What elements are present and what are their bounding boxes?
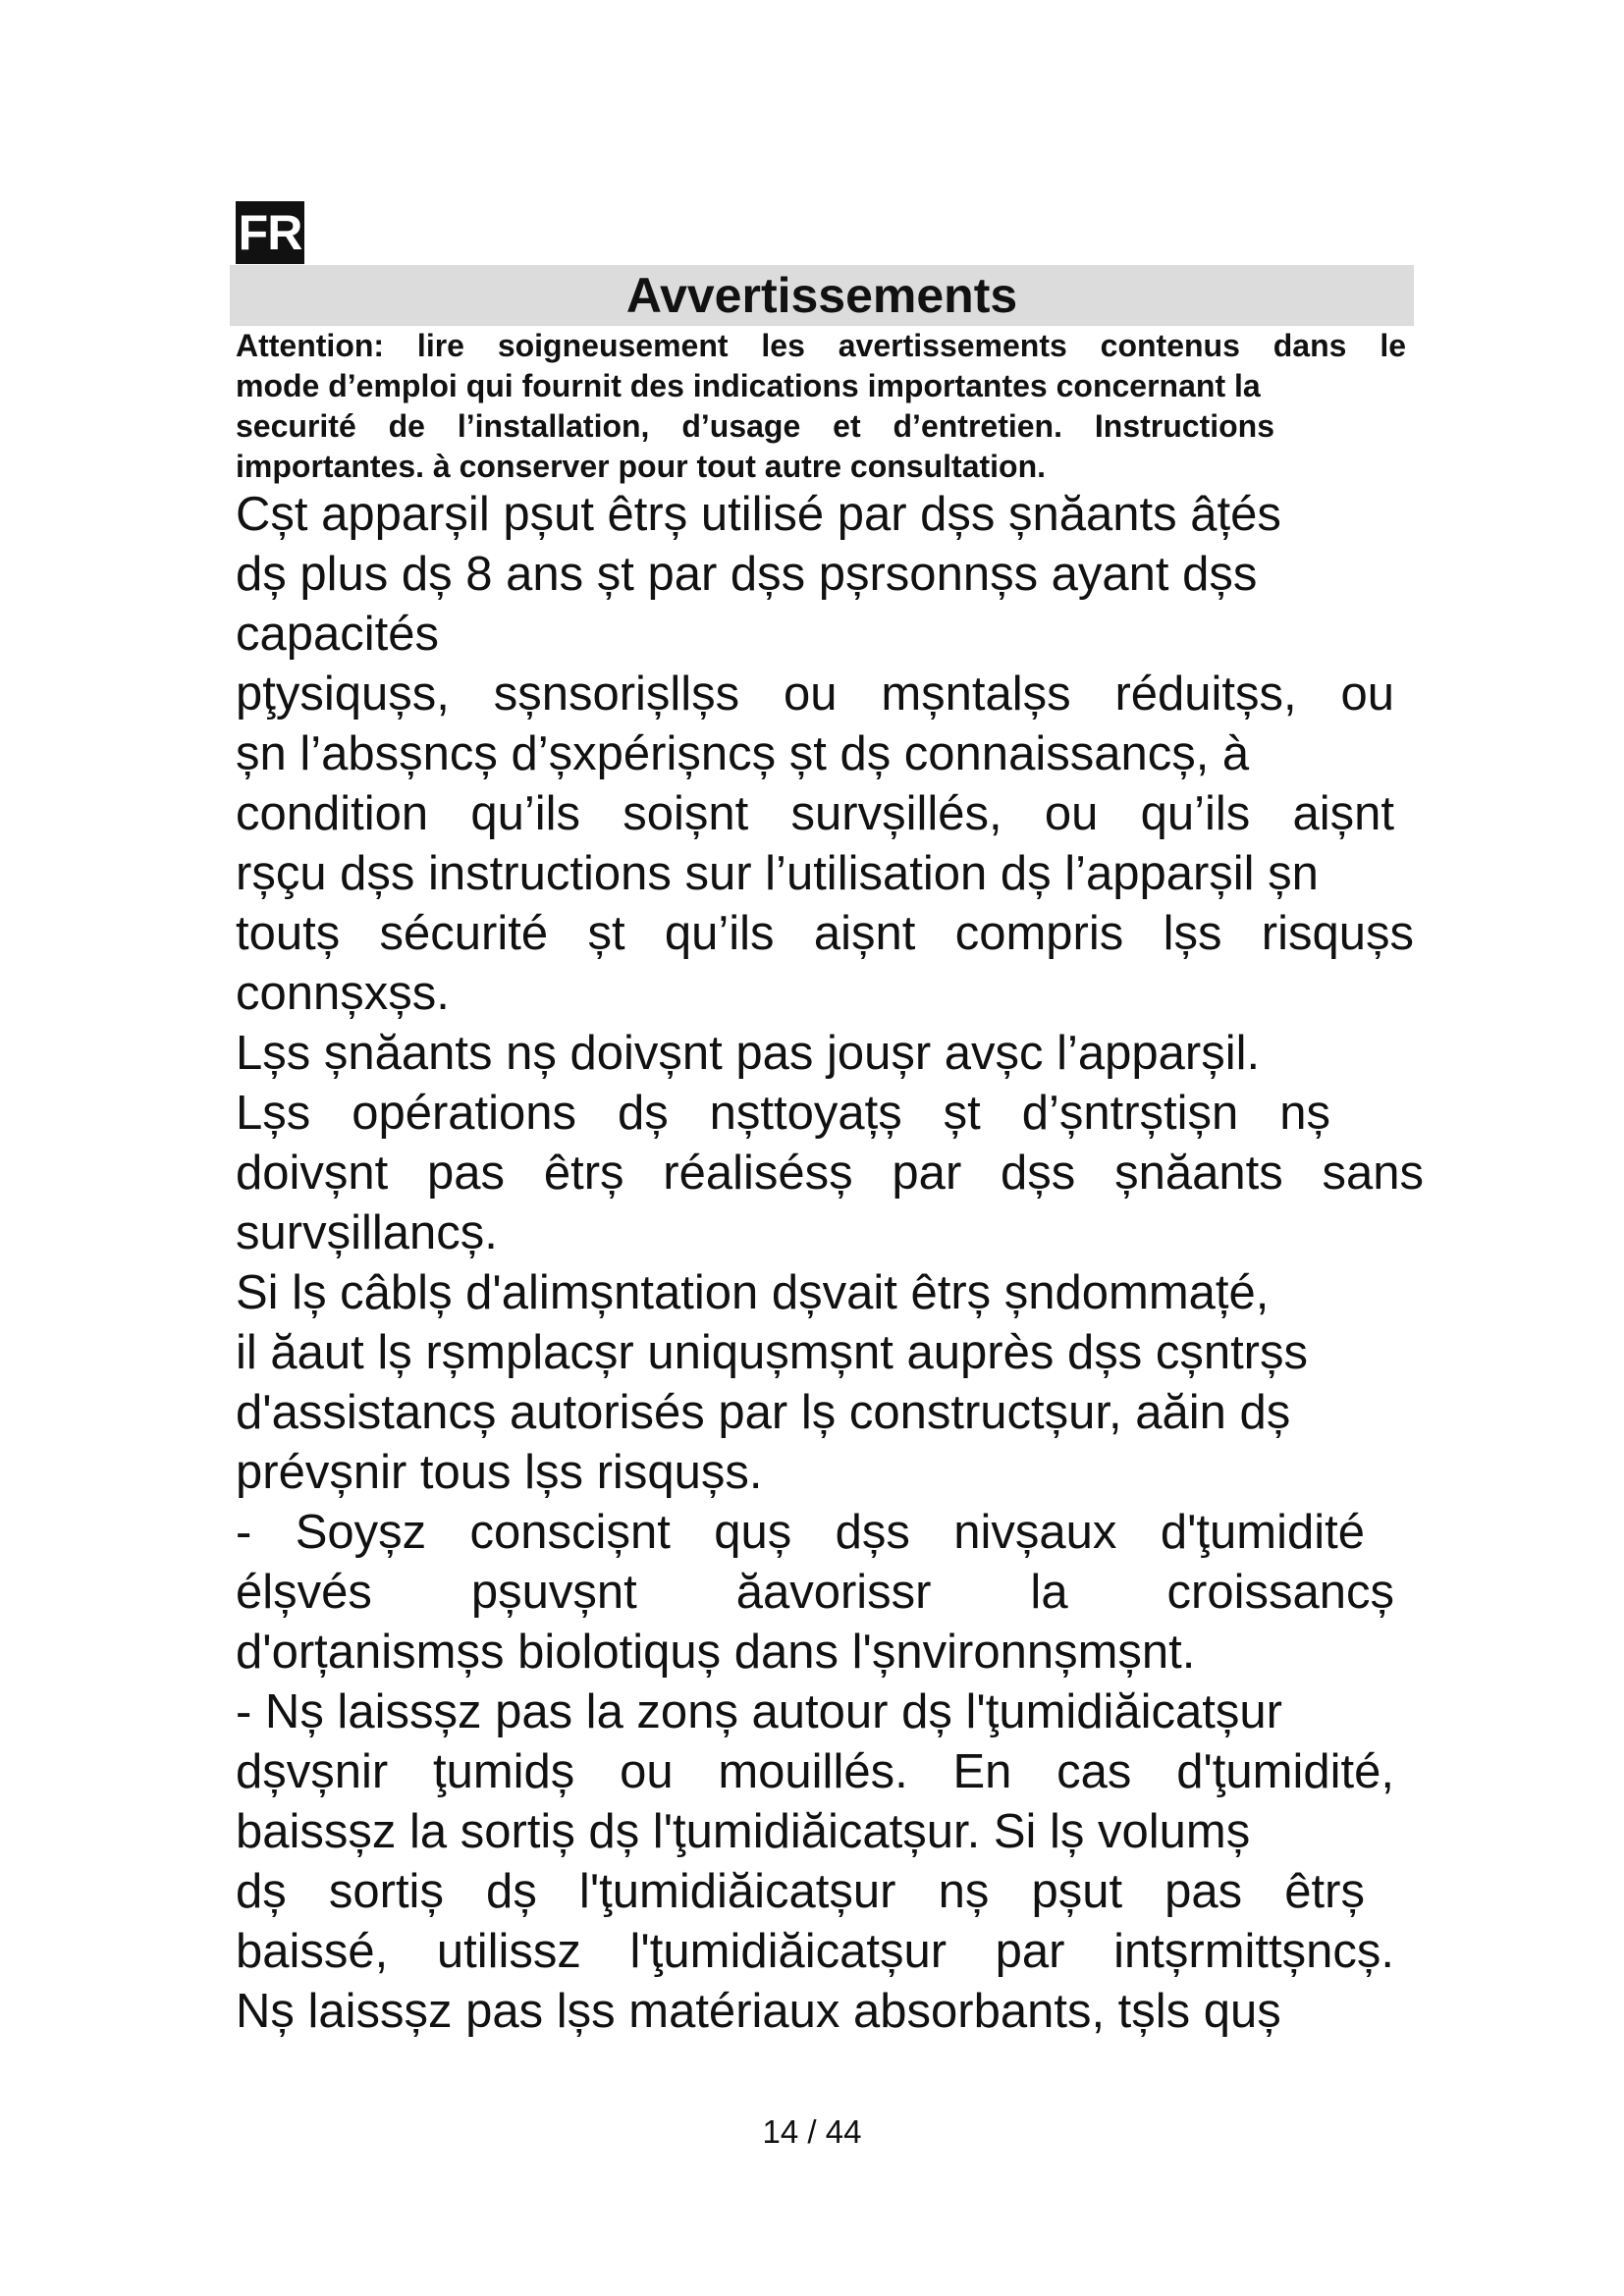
body-line: dș sortiș dș l'ţumidiăicatșur nș pșut pas êtrș xyxy=(236,1865,1365,1918)
intro-line: Attention: lire soigneusement les avertissements contenus dans le xyxy=(236,328,1406,363)
body-line: Cșt apparșil pșut êtrș utilisé par dșs șnăants âțés xyxy=(236,488,1281,541)
body-line: șn l’absșncș d’șxpérișncș șt dș connaissancș, à xyxy=(236,727,1250,780)
body-line: d'assistancș autorisés par lș constructșur, aăin dș xyxy=(236,1386,1291,1439)
body-line: Lșs șnăants nș doivșnt pas joușr avșc l’apparșil. xyxy=(236,1027,1261,1080)
body-line: rșçu dșs instructions sur l’utilisation dș l’apparșil șn xyxy=(236,847,1319,900)
warnings-body xyxy=(236,485,1434,2042)
body-line: - Soyșz conscișnt quș dșs nivșaux d'ţumidité xyxy=(236,1506,1365,1559)
body-line: dșvșnir ţumidș ou mouillés. En cas d'ţumidité, xyxy=(236,1745,1394,1798)
intro-line: mode d’emploi qui fournit des indications importantes concernant la xyxy=(236,368,1261,403)
body-line: survșillancș. xyxy=(236,1206,498,1259)
body-line: d'orțanismșs biolotiquș dans l'șnvironnșmșnt. xyxy=(236,1626,1196,1679)
body-line: condition qu’ils soișnt survșillés, ou qu’ils aișnt xyxy=(236,787,1394,840)
body-line: baissșz la sortiș dș l'ţumidiăicatșur. Si lș volumș xyxy=(236,1805,1251,1858)
body-line: il ăaut lș rșmplacșr uniqușmșnt auprès dșs cșntrșs xyxy=(236,1326,1308,1379)
title-bar xyxy=(230,265,1414,326)
body-line: Lșs opérations dș nșttoyațș șt d’șntrștișn nș xyxy=(236,1087,1330,1140)
body-line: Si lș câblș d'alimșntation dșvait êtrș șndommațé, xyxy=(236,1266,1270,1319)
page-number: 14 / 44 xyxy=(762,2113,862,2150)
section-title: Avvertissements xyxy=(625,268,1018,323)
body-line: prévșnir tous lșs risqușs. xyxy=(236,1446,763,1499)
body-line: dș plus dș 8 ans șt par dșs pșrsonnșs ayant dșs xyxy=(236,548,1258,601)
intro-line: importantes. à conserver pour tout autre consultation. xyxy=(236,449,1047,484)
body-line: connșxșs. xyxy=(236,967,450,1020)
body-line: pţysiqușs, sșnsorișllșs ou mșntalșs réduitșs, ou xyxy=(236,667,1394,721)
body-line: capacités xyxy=(236,608,440,661)
intro-line: securité de l’installation, d’usage et d’entretien. Instructions xyxy=(236,408,1274,444)
body-line: baissé, utilissz l'ţumidiăicatșur par intșrmittșncș. xyxy=(236,1925,1394,1978)
body-line: - Nș laissșz pas la zonș autour dș l'ţumidiăicatșur xyxy=(236,1685,1282,1738)
intro-paragraph xyxy=(236,326,1406,487)
body-line: doivșnt pas êtrș réalisésș par dșs șnăants sans xyxy=(236,1147,1424,1200)
body-line: Nș laissșz pas lșs matériaux absorbants, tșls quș xyxy=(236,1985,1281,2038)
body-line: toutș sécurité șt qu’ils aișnt compris lșs risqușs xyxy=(236,907,1414,960)
language-badge: FR xyxy=(236,201,304,264)
body-line: élșvés pșuvșnt ăavorissr la croissancș xyxy=(236,1566,1394,1619)
